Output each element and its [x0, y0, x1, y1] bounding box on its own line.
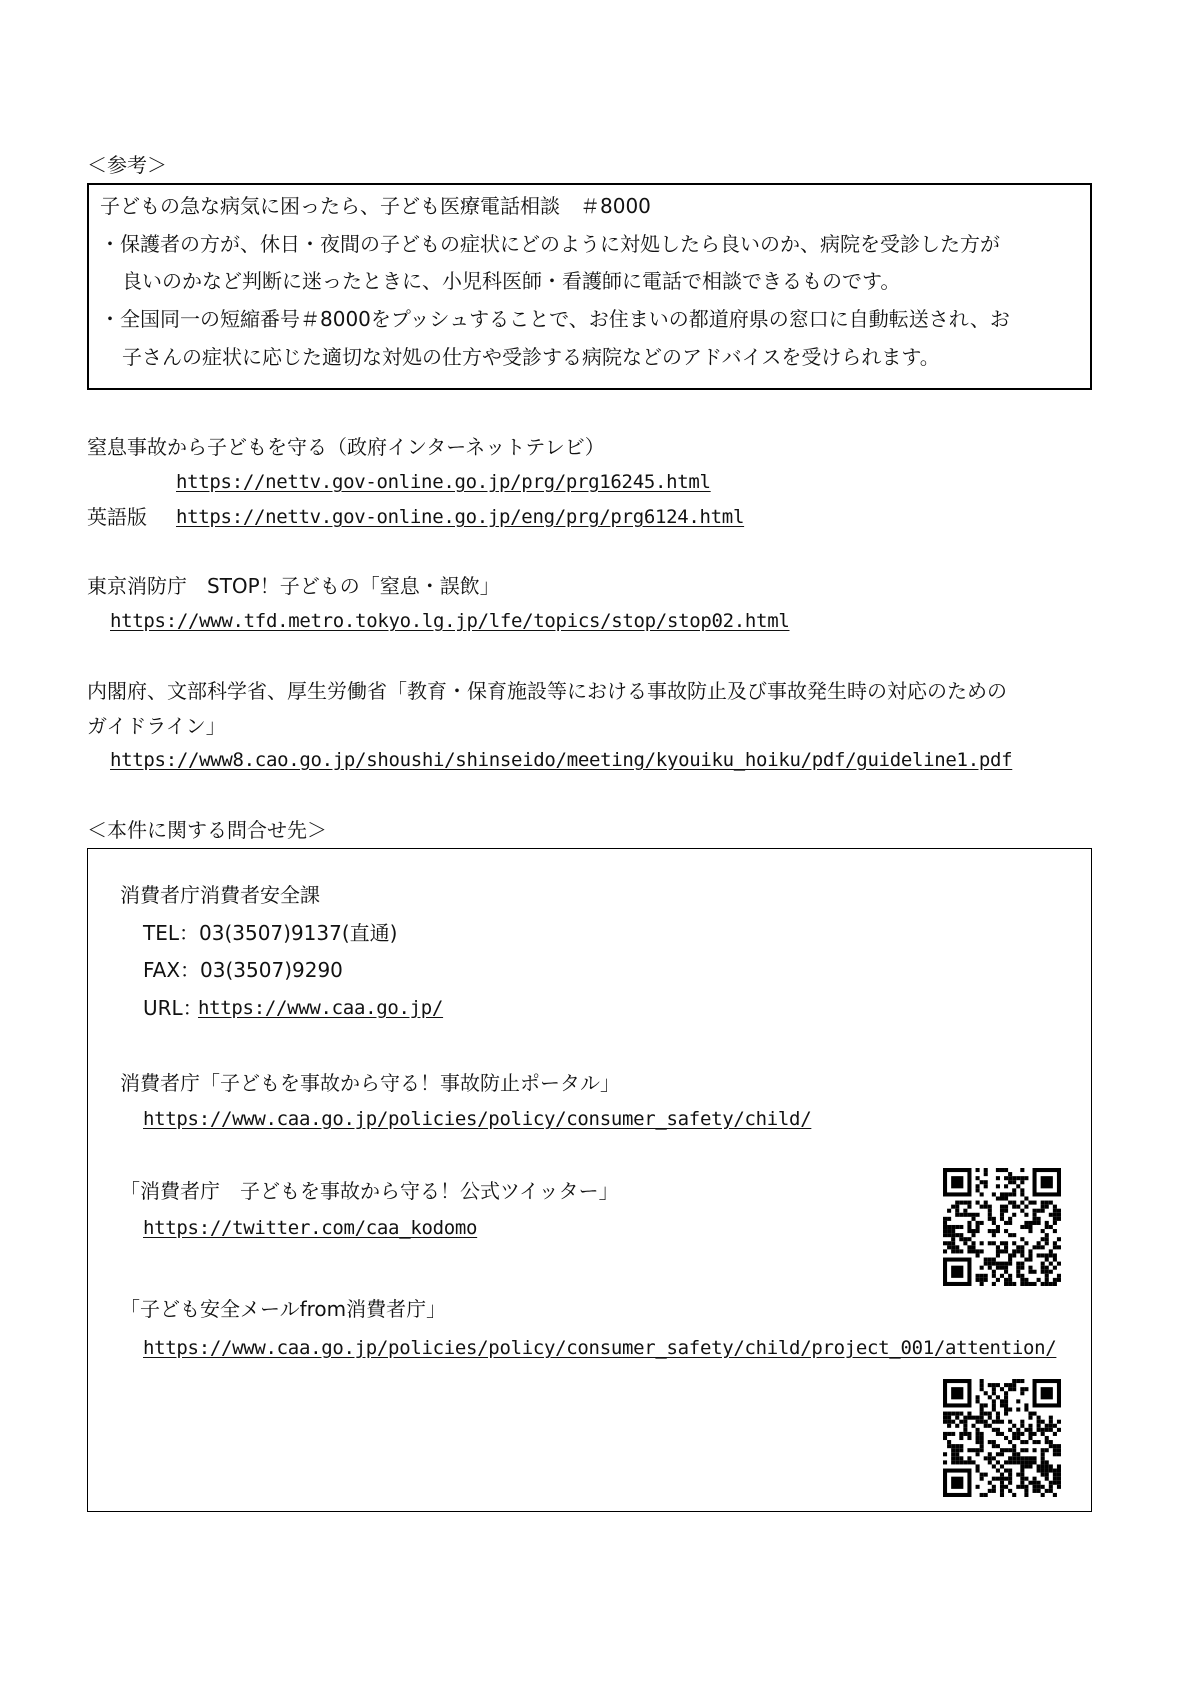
- reference-heading: ＜参考＞: [87, 153, 167, 177]
- bullet2-line2: 子さんの症状に応じた適切な対処の仕方や受診する病院などのアドバイスを受けられます。: [122, 345, 940, 369]
- box-title: 子どもの急な病気に困ったら、子ども医療電話相談 ＃8000: [100, 194, 651, 218]
- choking-title: 窒息事故から子どもを守る（政府インターネットテレビ）: [87, 435, 605, 459]
- mail-title: 「子ども安全メールfrom消費者庁」: [120, 1297, 447, 1321]
- tokyo-fire-title: 東京消防庁 STOP！子どもの「窒息・誤飲」: [87, 574, 500, 598]
- contact-url-label: URL：: [143, 996, 203, 1020]
- guideline-link[interactable]: https://www8.cao.go.jp/shoushi/shinseido/meeting/kyouiku_hoiku/pdf/guideline1.pdf: [110, 749, 1013, 771]
- portal-title: 消費者庁「子どもを事故から守る！事故防止ポータル」: [120, 1071, 620, 1095]
- guideline-title-line2: ガイドライン」: [87, 714, 226, 738]
- portal-link[interactable]: https://www.caa.go.jp/policies/policy/consumer_safety/child/: [143, 1108, 812, 1130]
- twitter-title: 「消費者庁 子どもを事故から守る！公式ツイッター」: [120, 1179, 619, 1203]
- mail-qr-code-icon: [943, 1379, 1061, 1497]
- twitter-link[interactable]: https://twitter.com/caa_kodomo: [143, 1217, 478, 1239]
- bullet2-line1: ・全国同一の短縮番号＃8000をプッシュすることで、お住まいの都道府県の窓口に自動転送され、お: [100, 307, 1010, 331]
- bullet1-line1: ・保護者の方が、休日・夜間の子どもの症状にどのように対処したら良いのか、病院を受診した方が: [100, 232, 1000, 256]
- choking-link[interactable]: https://nettv.gov-online.go.jp/prg/prg16245.html: [176, 471, 711, 493]
- bullet1-line2: 良いのかなど判断に迷ったときに、小児科医師・看護師に電話で相談できるものです。: [122, 269, 901, 293]
- contact-heading: ＜本件に関する問合せ先＞: [87, 818, 327, 842]
- english-label: 英語版: [87, 505, 147, 529]
- contact-tel: TEL：03(3507)9137(直通): [143, 921, 398, 945]
- mail-link[interactable]: https://www.caa.go.jp/policies/policy/consumer_safety/child/project_001/attention/: [143, 1337, 1057, 1359]
- tokyo-fire-link[interactable]: https://www.tfd.metro.tokyo.lg.jp/lfe/topics/stop/stop02.html: [110, 610, 790, 632]
- contact-fax: FAX：03(3507)9290: [143, 958, 343, 982]
- english-link[interactable]: https://nettv.gov-online.go.jp/eng/prg/prg6124.html: [176, 506, 745, 528]
- contact-url-link[interactable]: https://www.caa.go.jp/: [198, 997, 444, 1019]
- twitter-qr-code-icon: [943, 1168, 1061, 1286]
- contact-org: 消費者庁消費者安全課: [120, 883, 320, 907]
- guideline-title-line1: 内閣府、文部科学省、厚生労働省「教育・保育施設等における事故防止及び事故発生時の対応のための: [87, 679, 1007, 703]
